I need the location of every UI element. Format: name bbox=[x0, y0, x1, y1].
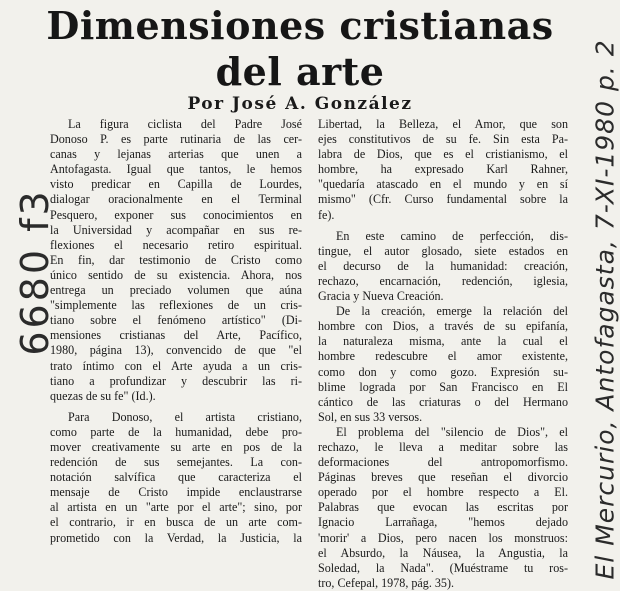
text-line: Libertad, la Belleza, el Amor, que son bbox=[318, 117, 568, 131]
right-column bbox=[318, 117, 568, 591]
article-title-line-2: del arte bbox=[215, 49, 385, 94]
text-line: "quedaría atascado en el mundo y en sí bbox=[318, 177, 568, 192]
text-line: En fin, dar testimonio de Cristo como bbox=[50, 252, 302, 267]
text-line: Ignacio Larrañaga, "hemos dejado bbox=[318, 515, 568, 530]
text-line: La figura ciclista del Padre José bbox=[68, 117, 302, 131]
text-line: notación salvífica que caracteriza el bbox=[50, 470, 302, 485]
left-column bbox=[50, 117, 302, 546]
text-line: Pesquero, exponer sus conocimientos en bbox=[50, 207, 302, 222]
text-line: Páginas breves que reseñan el divorcio bbox=[318, 470, 568, 485]
text-line: la naturaleza misma, ante la cual el bbox=[318, 334, 568, 349]
text-line: "simplemente las reflexiones de un cris- bbox=[50, 298, 302, 313]
text-line: canas y lejanas arterias que unen a bbox=[50, 147, 302, 162]
text-line: Soledad, la Nada". (Muéstrame tu ros- bbox=[318, 560, 568, 575]
handwritten-source-note: El Mercurio, Antofagasta, 7-XI-1980 p. 2 bbox=[590, 39, 620, 580]
text-line: mover creativamente su arte en pos de la bbox=[50, 439, 302, 454]
text-line: Gracia y Nueva Creación. bbox=[318, 289, 444, 304]
text-line: ejes constitutivos de su fe. Sin esta Pa- bbox=[318, 132, 568, 147]
text-line: tiano sobre el fenómeno artístico" (Di- bbox=[50, 313, 302, 328]
text-line: Sol, en sus 33 versos. bbox=[318, 409, 423, 424]
text-line: Palabras que evocan las escritas por bbox=[318, 500, 568, 515]
article-title-line-1: Dimensiones cristianas bbox=[46, 3, 554, 48]
text-line: hombre con Dios, a través de su epifanía, bbox=[318, 319, 568, 334]
text-line: único sentido de su existencia. Ahora, nos bbox=[50, 267, 302, 282]
text-line: el Absurdo, la Náusea, la Angustia, la bbox=[318, 545, 568, 560]
text-line: En este camino de perfección, dis- bbox=[336, 228, 568, 243]
text-line: mismo" (Cfr. Curso fundamental sobre la bbox=[318, 192, 568, 207]
byline: Por José A. González bbox=[187, 94, 413, 114]
text-line: trato íntimo con el Arte ayuda a un cris- bbox=[50, 358, 302, 373]
text-line: blime lograda por San Francisco en El bbox=[318, 379, 568, 394]
text-line: 1980, página 13), convencido de que "el bbox=[50, 343, 302, 358]
text-line: De la creación, emerge la relación del bbox=[336, 304, 568, 319]
text-line: la Universidad y acompañar en sus re- bbox=[50, 222, 302, 237]
text-line: dialogar oracionalmente en el Terminal bbox=[50, 192, 302, 207]
text-line: operado por el hombre respecto a El. bbox=[318, 485, 568, 500]
handwritten-catalog-number: 6680 f3 bbox=[13, 188, 57, 356]
text-line: visto predicar en Capilla de Lourdes, bbox=[50, 177, 302, 192]
text-line: flexiones el necesario retiro espiritual. bbox=[50, 237, 302, 252]
text-line: El problema del "silencio de Dios", el bbox=[336, 424, 568, 439]
text-line: 'morir' a Dios, pero nacen los monstruos: bbox=[318, 530, 568, 545]
text-line: hombre, ha expresado Karl Rahner, bbox=[318, 162, 568, 177]
text-line: al artista en un "arte por el arte"; sino, por bbox=[50, 500, 302, 515]
text-line: Para Donoso, el artista cristiano, bbox=[68, 409, 302, 424]
text-line: como don y como gozo. Expresión su- bbox=[318, 364, 568, 379]
text-line: Antofagasta. Igual que tantos, le hemos bbox=[50, 162, 302, 177]
text-line: rechazo, encarnación, redención, iglesia, bbox=[318, 273, 568, 288]
text-line: tingue, el autor glosado, siete estados en bbox=[318, 243, 568, 258]
text-line: deformaciones del antropomorfismo. bbox=[318, 455, 568, 470]
text-line: mensiones cristianas del Arte, Pacífico, bbox=[50, 328, 302, 343]
text-line: fe). bbox=[318, 207, 335, 222]
text-line: prometido con la Verdad, la Justicia, la bbox=[50, 530, 302, 545]
text-line: labra de Dios, que es el cristianismo, el bbox=[318, 147, 568, 162]
text-line: como parte de la humanidad, debe pro- bbox=[50, 424, 302, 439]
text-line: hombre redescubre el amor existente, bbox=[318, 349, 568, 364]
text-line: el decurso de la humanidad: creación, bbox=[318, 258, 568, 273]
text-line: entrega un preciado volumen que aúna bbox=[50, 283, 302, 298]
text-line: rechazo, le lleva a meditar sobre las bbox=[318, 439, 568, 454]
text-line: Donoso P. es parte rutinaria de las cer- bbox=[50, 132, 302, 147]
text-line: tiano a profundizar y descubrir las ri- bbox=[50, 373, 302, 388]
text-line: el contrario, ir en busca de un arte com- bbox=[50, 515, 302, 530]
text-line: tro, Cefepal, 1978, pág. 35). bbox=[318, 575, 455, 590]
text-line: mensaje de Cristo impide enclaustrarse bbox=[50, 485, 302, 500]
text-line: quezas de su fe" (Id.). bbox=[50, 388, 156, 403]
text-line: redención de sus semejantes. La con- bbox=[50, 455, 302, 470]
text-line: cántico de las criaturas o del Hermano bbox=[318, 394, 568, 409]
